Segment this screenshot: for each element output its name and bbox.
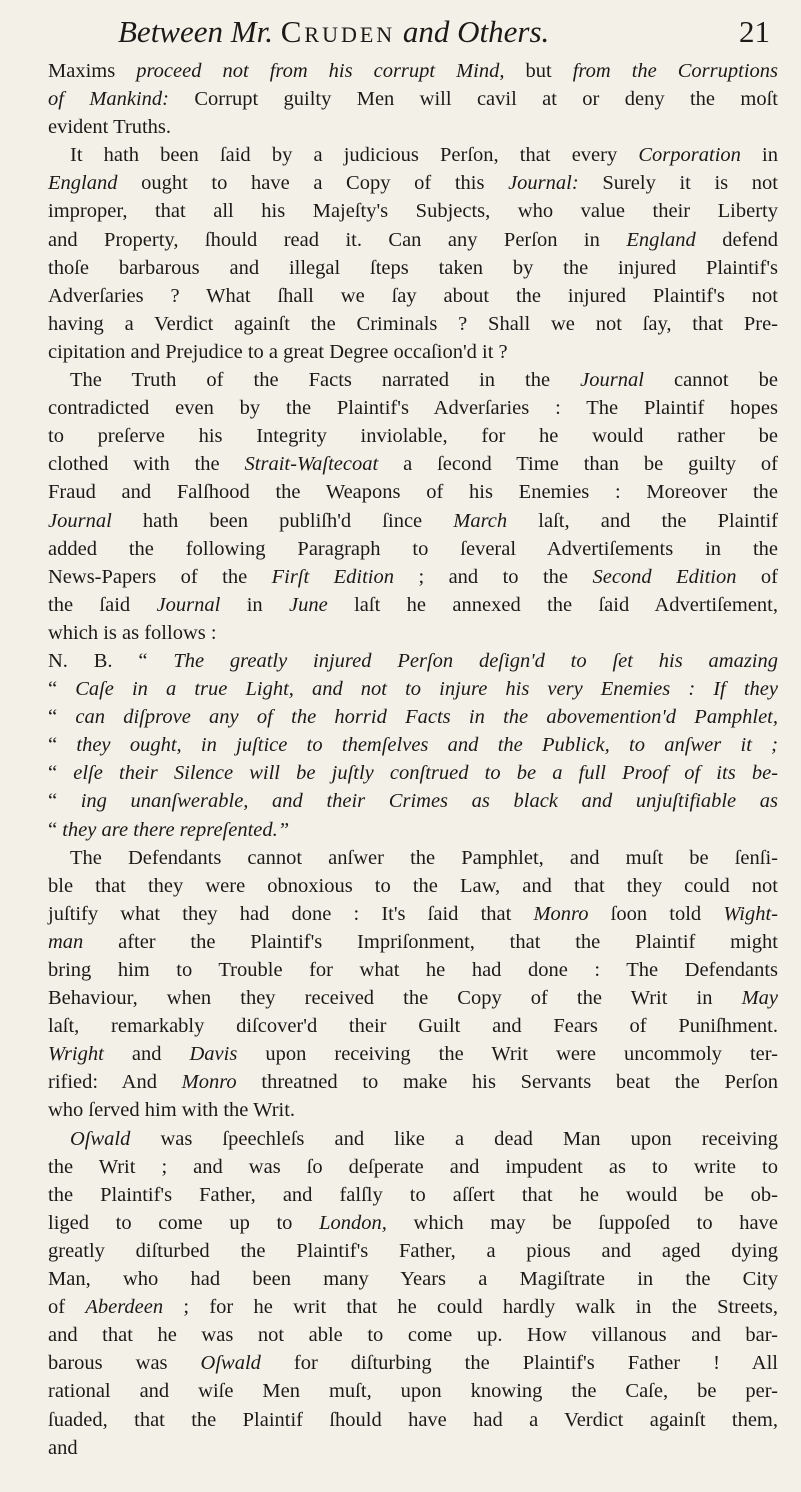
text-run: the Writ ; and was ſo deſperate and impudent as to write to: [48, 1155, 778, 1178]
text-run: greatly diſturbed the Plaintif's Father, a pious and aged dying: [48, 1239, 778, 1262]
text-run: Oſwald: [70, 1127, 131, 1150]
text-line: [48, 1265, 778, 1293]
text-run: cipitation and Prejudice to a great Degree occaſion'd it ?: [48, 340, 508, 363]
text-run: thoſe barbarous and illegal ſteps taken by the injured Plaintif's: [48, 256, 778, 279]
text-run: Second Edition: [592, 565, 737, 588]
text-line: [48, 1153, 778, 1181]
text-run: bring him to Trouble for what he had done : The Defendants: [48, 959, 778, 981]
text-run: laſt, remarkably diſcover'd their Guilt and Fears of Puniſhment.: [48, 1015, 778, 1038]
text-line: [48, 872, 778, 900]
text-run: in: [220, 593, 290, 616]
text-run: England: [48, 172, 118, 195]
text-run: in: [740, 144, 778, 167]
title-others: Others.: [457, 14, 550, 49]
text-line: [48, 1293, 778, 1321]
text-line: [48, 1209, 778, 1237]
text-run: from the Corruptions: [572, 60, 779, 82]
text-run: hath been publiſh'd ſince: [111, 509, 454, 532]
text-run: they are there repreſented.”: [62, 818, 290, 841]
text-line: [48, 57, 778, 85]
text-line: [48, 141, 778, 169]
text-run: Journal:: [508, 172, 579, 195]
text-line: [48, 703, 778, 731]
text-run: laſt he annexed the ſaid Advertiſement,: [327, 593, 778, 616]
text-line: [48, 450, 778, 478]
text-run: “: [48, 818, 63, 841]
text-run: Man, who had been many Years a Magiſtrate in the City: [48, 1268, 778, 1291]
text-run: ſuaded, that the Plaintif ſhould have had a Verdict againſt them,: [48, 1408, 778, 1431]
text-run: man: [48, 930, 84, 953]
text-run: Journal: [580, 369, 644, 392]
text-run: Monro: [181, 1071, 237, 1094]
text-run: can diſprove any of the horrid Facts in the abovemention'd Pamphlet,: [75, 706, 779, 729]
title-and: and: [402, 14, 450, 49]
text-line: [48, 731, 778, 759]
text-line: [48, 169, 778, 197]
text-line: [48, 816, 778, 844]
text-run: Wright: [48, 1043, 104, 1066]
text-line: [48, 1068, 778, 1096]
title-between: Between: [118, 14, 224, 49]
text-line: [48, 1321, 778, 1349]
text-run: elſe their Silence will be juſtly conſtrued to be a full Proof of its be-: [73, 762, 779, 785]
text-line: [48, 1349, 778, 1377]
text-line: [48, 422, 778, 450]
text-run: “: [48, 678, 76, 701]
text-run: of: [48, 1296, 86, 1319]
text-run: June: [289, 593, 328, 616]
text-run: Oſwald: [200, 1352, 261, 1375]
text-run: they ought, in juſtice to themſelves and the Publick, to anſwer it ;: [76, 734, 778, 757]
text-run: contradicted even by the Plaintif's Adverſaries : The Plaintif hopes: [48, 397, 778, 420]
text-run: of: [736, 565, 778, 588]
text-run: London,: [319, 1211, 387, 1234]
text-run: which may be ſuppoſed to have: [386, 1211, 778, 1234]
text-run: the ſaid: [48, 593, 157, 616]
text-line: [48, 844, 778, 872]
text-run: Monro: [533, 902, 589, 925]
text-line: [48, 535, 778, 563]
text-run: after the Plaintif's Impriſonment, that the Plaintif might: [83, 930, 778, 953]
text-run: ing unanſwerable, and their Crimes as black and unjuſtifiable as: [80, 790, 778, 813]
text-run: N. B. “: [48, 649, 174, 672]
text-run: It hath been ſaid by a judicious Perſon, that every: [70, 144, 639, 167]
text-line: [48, 563, 778, 591]
text-run: Corporation: [638, 144, 741, 167]
page-number: 21: [739, 14, 770, 49]
text-run: The Defendants cannot anſwer the Pamphlet, and muſt be ſenſi-: [70, 846, 778, 869]
text-line: [48, 394, 778, 422]
text-run: threatned to make his Servants beat the Perſon: [236, 1071, 778, 1094]
title-cruden: Cruden: [280, 14, 396, 49]
text-run: Corrupt guilty Men will cavil at or deny the moſt: [169, 88, 778, 111]
text-run: “: [48, 734, 77, 757]
text-run: Behaviour, when they received the Copy of the Writ in: [48, 987, 742, 1010]
text-run: was ſpeechleſs and like a dead Man upon receiving: [130, 1127, 778, 1150]
text-run: barous was: [48, 1352, 201, 1375]
text-run: improper, that all his Majeſty's Subjects, who value their Liberty: [48, 200, 778, 223]
text-line: [48, 113, 778, 141]
text-run: Maxims: [48, 60, 137, 82]
text-run: and that he was not able to come up. How villanous and bar-: [48, 1324, 778, 1347]
text-line: [48, 900, 778, 928]
text-run: March: [453, 509, 508, 532]
text-line: [48, 1434, 778, 1462]
text-run: Surely it is not: [578, 172, 778, 195]
text-line: [48, 85, 778, 113]
text-line: [48, 366, 778, 394]
text-line: [48, 591, 778, 619]
text-line: [48, 1040, 778, 1068]
text-run: ; and to the: [394, 565, 593, 588]
text-line: [48, 759, 778, 787]
text-run: proceed not from his corrupt Mind,: [136, 60, 505, 82]
text-line: [48, 1406, 778, 1434]
running-header: [118, 14, 770, 50]
text-run: liged to come up to: [48, 1211, 320, 1234]
text-run: added the following Paragraph to ſeveral Advertiſements in the: [48, 537, 778, 560]
text-run: juſtify what they had done : It's ſaid that: [48, 902, 534, 925]
text-run: laſt, and the Plaintif: [507, 509, 778, 532]
text-run: evident Truths.: [48, 116, 172, 139]
text-line: [48, 619, 778, 647]
text-run: ble that they were obnoxious to the Law, and that they could not: [48, 874, 778, 897]
text-line: [48, 956, 778, 984]
text-line: [48, 1377, 778, 1405]
text-line: [48, 787, 778, 815]
text-run: and Property, ſhould read it. Can any Perſon in: [48, 228, 627, 251]
text-run: and: [103, 1043, 190, 1066]
text-run: and: [48, 1436, 78, 1459]
text-run: ſoon told: [588, 902, 724, 925]
text-line: [48, 338, 778, 366]
text-run: Davis: [189, 1043, 238, 1066]
text-line: [48, 1237, 778, 1265]
text-run: who ſerved him with the Writ.: [48, 1099, 296, 1122]
text-line: [48, 197, 778, 225]
text-run: Strait-Waſtecoat: [244, 453, 379, 476]
title-mr: Mr.: [230, 14, 273, 49]
text-line: [48, 254, 778, 282]
text-run: upon receiving the Writ were uncommoly ter-: [237, 1043, 778, 1066]
text-line: [48, 984, 778, 1012]
text-run: Caſe in a true Light, and not to injure his very Enemies : If they: [75, 678, 778, 701]
text-run: Fraud and Falſhood the Weapons of his Enemies : Moreover the: [48, 481, 778, 504]
running-title: [118, 14, 549, 50]
text-run: rational and wiſe Men muſt, upon knowing the Caſe, be per-: [48, 1380, 778, 1403]
text-run: ; for he writ that he could hardly walk in the Streets,: [163, 1296, 779, 1319]
text-run: cannot be: [643, 369, 779, 392]
text-line: [48, 1181, 778, 1209]
text-run: “: [48, 762, 74, 785]
text-run: of Mankind:: [48, 88, 170, 111]
text-run: The greatly injured Perſon deſign'd to ſet his amazing: [173, 649, 778, 672]
text-run: to preſerve his Integrity inviolable, for he would rather be: [48, 425, 778, 448]
text-run: England: [626, 228, 696, 251]
text-run: defend: [695, 228, 779, 251]
text-run: Journal: [156, 593, 221, 616]
text-run: for diſturbing the Plaintif's Father ! All: [260, 1352, 778, 1375]
text-run: “: [48, 790, 81, 813]
text-run: ought to have a Copy of this: [117, 172, 509, 195]
text-run: The Truth of the Facts narrated in the: [70, 369, 581, 392]
text-run: rified: And: [48, 1071, 182, 1094]
text-line: [48, 478, 778, 506]
text-run: Aberdeen: [85, 1296, 164, 1319]
body-text: [48, 57, 778, 1462]
text-run: Journal: [48, 509, 112, 532]
text-run: Adverſaries ? What ſhall we ſay about the injured Plaintif's not: [48, 284, 778, 307]
text-line: [48, 507, 778, 535]
text-run: but: [504, 60, 573, 82]
text-run: May: [741, 987, 778, 1010]
text-run: which is as follows :: [48, 621, 217, 644]
text-line: [48, 282, 778, 310]
text-run: clothed with the: [48, 453, 245, 476]
text-run: having a Verdict againſt the Criminals ? Shall we not ſay, that Pre-: [48, 312, 778, 335]
text-line: [48, 928, 778, 956]
text-line: [48, 310, 778, 338]
text-line: [48, 647, 778, 675]
text-run: the Plaintif's Father, and falſly to aſſert that he would be ob-: [48, 1183, 778, 1206]
text-run: a ſecond Time than be guilty of: [378, 453, 778, 476]
text-line: [48, 226, 778, 254]
text-run: News-Papers of the: [48, 565, 272, 588]
text-line: [48, 1012, 778, 1040]
text-line: [48, 1125, 778, 1153]
text-line: [48, 1096, 778, 1124]
text-run: “: [48, 706, 76, 729]
text-line: [48, 675, 778, 703]
text-run: Wight-: [723, 902, 778, 925]
text-run: Firſt Edition: [271, 565, 394, 588]
